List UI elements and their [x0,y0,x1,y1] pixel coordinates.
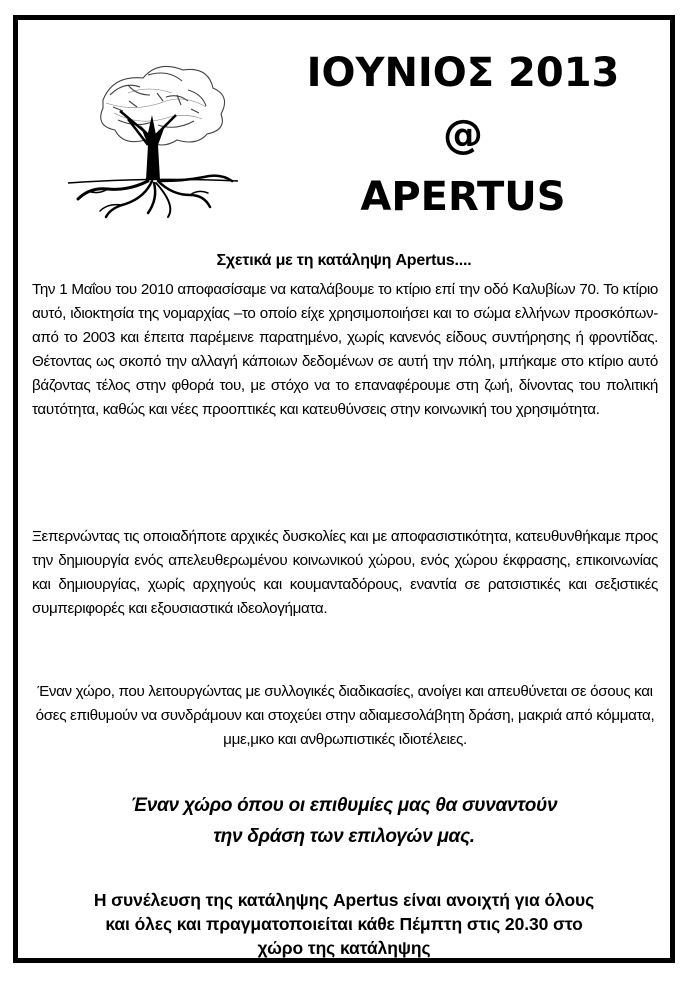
paragraph-goals: Ξεπερνώντας τις οποιαδήποτε αρχικές δυσκολίες και με αποφασιστικότητα, κατευθυνθήκαμε προς την δημιουργία ενός απελευθερωμένου κοινωνικού χώρου, ενός χώρου έκφρασης, επικοινωνίας και δημιουργίας, χωρίς αρχηγούς και κουμανταδόρους, εναντία σε ρατσιστικές και σεξιστικές συμπεριφορές και εξουσιαστικά ιδεολογήματα. [32,528,658,617]
headline-at-sign: @ [443,112,483,158]
assembly-line-3: χώρο της κατάληψης [257,938,431,958]
slogan [18,790,670,852]
paragraph-space: Έναν χώρο, που λειτουργώντας με συλλογικές διαδικασίες, ανοίγει και απευθύνεται σε όσους και όσες επιθυμούν να συνδράμουν και στοχεύει στην αδιαμεσολάβητη δράση, μακριά από κόμματα, μμε,μκο και ανθρωπιστικές ιδιοτέλειες. [35,683,655,748]
poster-headline [268,42,658,228]
poster-frame [13,15,675,963]
assembly-line-2: και όλες και πραγματοποιείται κάθε Πέμπτη στις 20.30 στο [105,914,583,934]
headline-venue: APERTUS [360,174,566,220]
section-subtitle: Σχετικά με τη κατάληψη Apertus.... [216,252,472,269]
slogan-line-1: Έναν χώρο όπου οι επιθυμίες μας θα συναντούν [130,795,558,816]
uprooted-tree-icon [48,45,248,220]
assembly-line-1: Η συνέλευση της κατάληψης Apertus είναι ανοιχτή για όλους [93,890,595,910]
assembly-notice [18,888,670,960]
slogan-line-2: την δράση των επιλογών μας. [213,826,475,847]
paragraph-history: Την 1 Μαΐου του 2010 αποφασίσαμε να καταλάβουμε το κτίριο επί την οδό Καλυβίων 70. Το κτίριο αυτό, ιδιοκτησία της νομαρχίας –το οποίο είχε χρησιμοποιήσει και το σώμα ελλήνων προσκόπων- από το 2003 και έπειτα παρέμεινε παρατημένο, χωρίς κανενός είδους συντήρησης ή φροντίδας. Θέτοντας ως σκοπό την αλλαγή κάποιων δεδομένων σε αυτή την πόλη, μπήκαμε στο κτίριο αυτό βάζοντας τέλος στην φθορά του, με στόχο να το επαναφέρουμε στη ζωή, δίνοντας του πολιτική ταυτότητα, καθώς και νέες προοπτικές και κατευθύνσεις στην κοινωνική του χρησιμότητα. [32,281,658,418]
headline-month: ΙΟΥΝΙΟΣ 2013 [306,50,620,96]
